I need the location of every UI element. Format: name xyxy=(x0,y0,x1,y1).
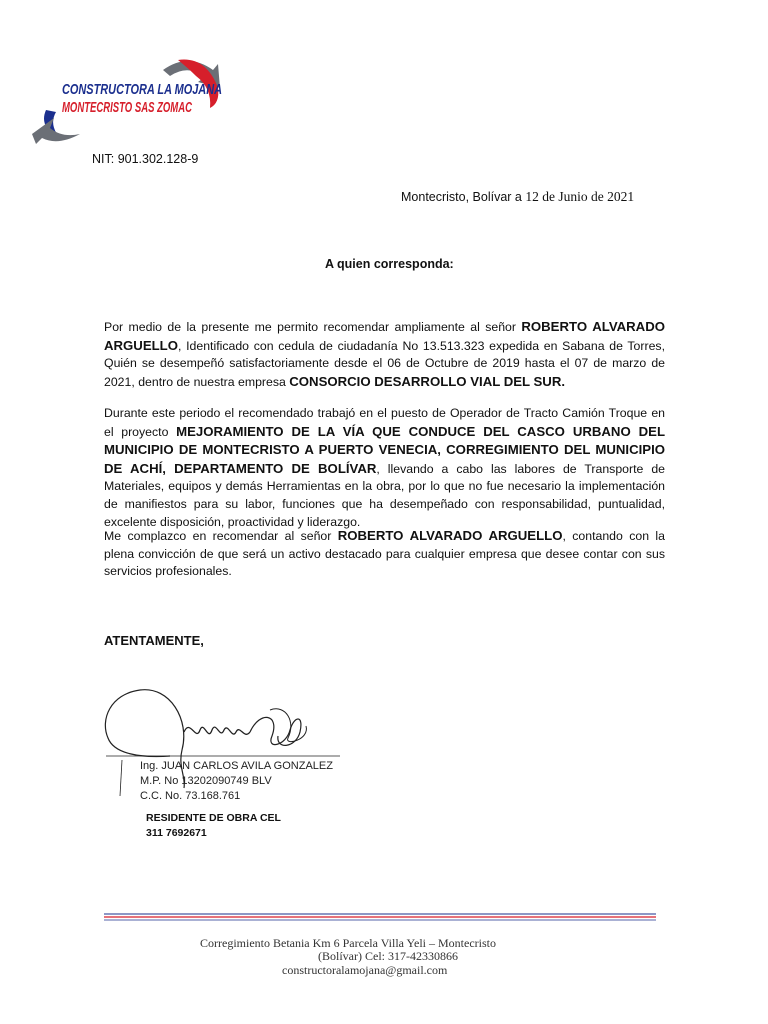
logo-line1: CONSTRUCTORA LA MOJANA xyxy=(62,82,222,98)
p3-text-1: Me complazco en recomendar al señor xyxy=(104,529,338,543)
p2-project-name: MEJORAMIENTO DE LA VÍA QUE CONDUCE DEL CASCO URBANO DEL MUNICIPIO DE MONTECRISTO A PUERTO VENECIA, CORREGIMIENTO DEL MUNICIPIO DE ACHÍ, DEPARTAMENTO DE BOLÍVAR xyxy=(104,423,665,476)
p3-employee-name: ROBERTO ALVARADO ARGUELLO xyxy=(337,528,563,543)
footer-divider xyxy=(104,913,656,921)
footer-email: constructoralamojana@gmail.com xyxy=(282,963,448,977)
p1-text-2: , Identificado con cedula de ciudadanía No 13.513.323 expedida en Sabana de Torres, Quién se desempeñó satisfactoriamente desde el 06 de Octubre de 2019 hasta el 07 de marzo de 2021, dentro de nuestra empresa xyxy=(104,338,665,389)
salutation: A quien corresponda: xyxy=(325,257,454,271)
paragraph-1 xyxy=(104,318,665,391)
p2-text-1: Durante este periodo el recomendado trabajó en el puesto de Operador de Tracto Camión Troque en el proyecto xyxy=(104,406,665,439)
footer-address: Corregimiento Betania Km 6 Parcela Villa Yeli – Montecristo xyxy=(200,936,497,950)
place: Montecristo, Bolívar a xyxy=(401,190,526,204)
signer-role: RESIDENTE DE OBRA CEL xyxy=(146,812,281,824)
p1-text-1: Por medio de la presente me permito recomendar ampliamente al señor xyxy=(104,320,522,334)
paragraph-2 xyxy=(104,405,665,531)
closing: ATENTAMENTE, xyxy=(104,633,204,648)
signer-id-number: C.C. No. 73.168.761 xyxy=(140,790,241,802)
signer-professional-id: M.P. No 13202090749 BLV xyxy=(140,775,272,787)
p1-company-name: CONSORCIO DESARROLLO VIAL DEL SUR. xyxy=(289,373,566,389)
company-logo xyxy=(28,48,228,148)
signer-name: Ing. JUAN CARLOS AVILA GONZALEZ xyxy=(140,760,333,772)
place-date xyxy=(401,189,634,205)
logo-line2: MONTECRISTO SAS ZOMAC xyxy=(62,100,193,116)
signer-phone: 311 7692671 xyxy=(146,827,207,839)
date: 12 de Junio de 2021 xyxy=(525,189,635,204)
p2-text-2: , llevando a cabo las labores de Transporte de Materiales, equipos y demás Herramientas en la obra, por lo que no fue necesario la implementación de manifiestos para su labor, funciones que ha desempeñado con responsabilidad, puntualidad, excelente disposición, proactividad y liderazgo. xyxy=(104,461,665,529)
paragraph-3 xyxy=(104,527,665,581)
footer-phone: (Bolívar) Cel: 317-42330866 xyxy=(318,949,458,963)
p3-text-2: , contando con la plena convicción de que será un activo destacado para cualquier empresa que desee contar con sus servicios profesionales. xyxy=(104,529,666,579)
company-nit: NIT: 901.302.128-9 xyxy=(92,152,199,166)
p1-employee-name: ROBERTO ALVARADO ARGUELLO xyxy=(104,319,665,353)
